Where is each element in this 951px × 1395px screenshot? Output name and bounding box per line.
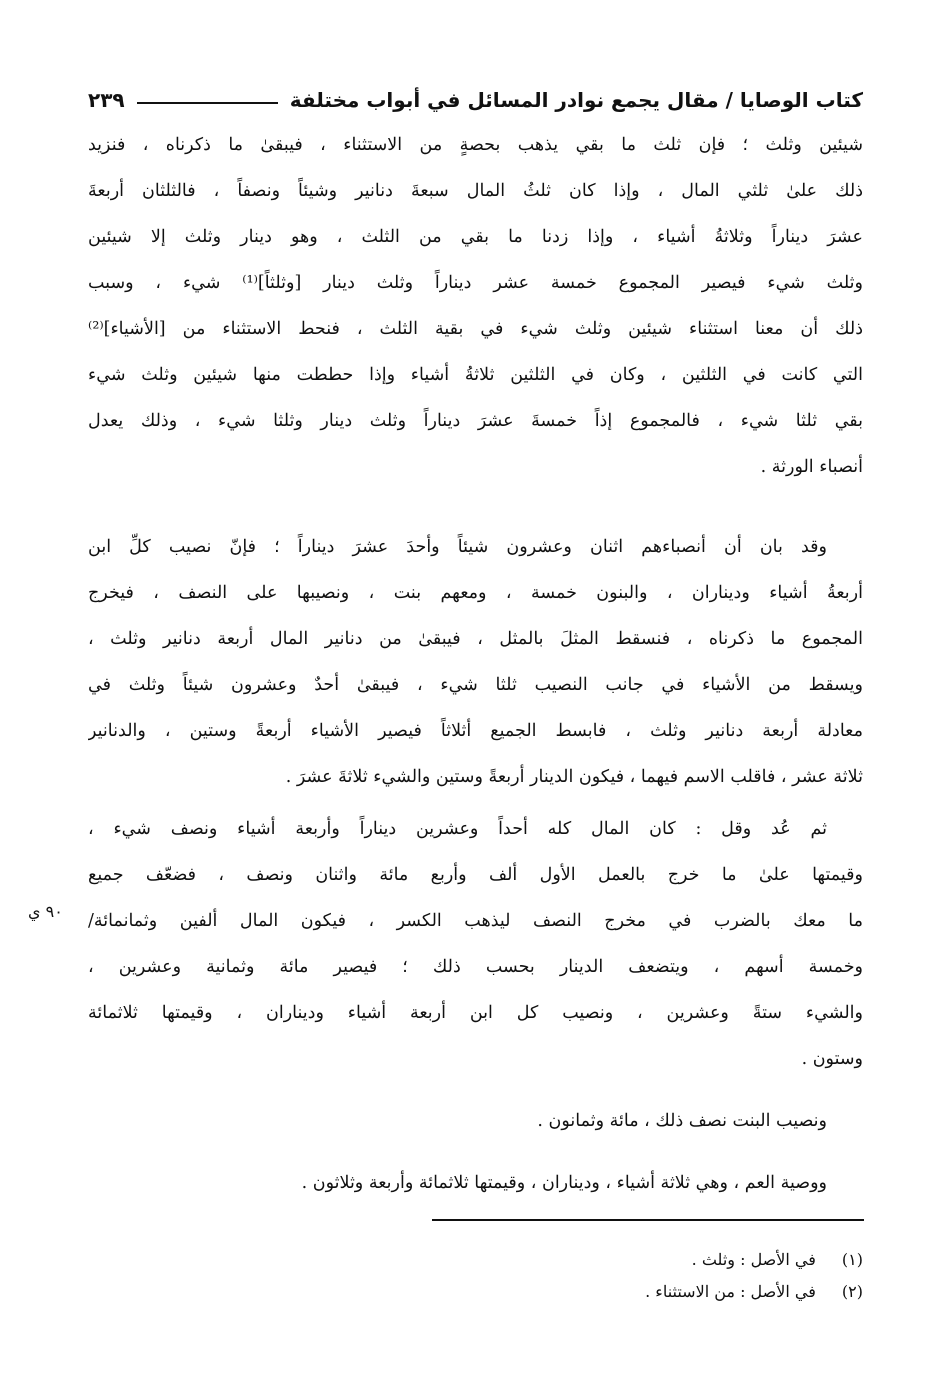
text-line: وثلث شيء فيصير المجموع خمسة عشر ديناراً وثلث دينار [وثلثاً]⁽¹⁾ شيء ، وسبب: [88, 273, 863, 293]
text-line: وقد بان أن أنصباءهم اثنان وعشرون شيئاً وأحدَ عشرَ ديناراً ؛ فإنّ نصيب كلِّ ابن: [88, 537, 827, 557]
text-line: وقيمتها علىٰ ما خرج بالعمل الأول ألف وأربع مائة واثنان ونصف ، فضعّف جميع: [88, 865, 863, 885]
header-rule: [137, 102, 278, 104]
footnote-text: في الأصل : وثلث .: [691, 1250, 816, 1269]
footnote-separator: [432, 1219, 864, 1221]
paragraph-4: [88, 1098, 863, 1144]
header-title: كتاب الوصايا / مقال يجمع نوادر المسائل في أبواب مختلفة: [289, 88, 863, 112]
margin-folio-note: ٩٠ ي: [28, 902, 63, 921]
footnote-2: [88, 1276, 863, 1308]
text-line: ويسقط من الأشياء في جانب النصيب ثلثا شيء ، فيبقىٰ أحدٌ وعشرون شيئاً وثلث في: [88, 675, 863, 695]
text-line: ووصية العم ، وهي ثلاثة أشياء ، وديناران ، وقيمتها ثلاثمائة وأربعة وثلاثون .: [301, 1173, 827, 1193]
text-line: وخمسة أسهم ، ويتضعف الدينار بحسب ذلك ؛ فيصير مائة وثمانية وعشرين ،: [88, 957, 863, 977]
footnotes: [88, 1244, 863, 1308]
text-line: وستون .: [801, 1049, 863, 1069]
text-line: شيئين وثلث ؛ فإن ثلث ما بقي يذهب بحصةٍ من الاستثناء ، فيبقىٰ ما ذكرناه ، فنزيد: [88, 135, 863, 155]
text-line: أربعةُ أشياء وديناران ، والبنون خمسة ، ومعهم بنت ، ونصيبها على النصف ، فيخرج: [88, 583, 863, 603]
paragraph-5: [88, 1160, 863, 1206]
paragraph-3: [88, 806, 863, 1082]
text-line: المجموع ما ذكرناه ، فنسقط المثلَ بالمثل ، فيبقىٰ من دنانير المال أربعة دنانير وثلث ،: [88, 629, 863, 649]
footnote-text: في الأصل : من الاستثناء .: [645, 1282, 816, 1301]
text-line: ثم عُد وقل : كان المال كله أحداً وعشرين ديناراً وأربعة أشياء ونصف شيء ،: [88, 819, 827, 839]
footnote-number: (٢): [841, 1282, 863, 1301]
paragraph-1: [88, 122, 863, 490]
text-line: التي كانت في الثلثين ، وكان في الثلثين ثلاثةُ أشياء وإذا حططت منها شيئين وثلث شيء: [88, 365, 863, 385]
text-line: ما معك بالضرب في مخرج النصف ليذهب الكسر ، فيكون المال ألفين وثمانمائة/: [88, 911, 863, 931]
text-line: ذلك أن معنا استثناء شيئين وثلث شيء في بقية الثلث ، فنحط الاستثناء من [الأشياء]⁽²⁾: [88, 319, 863, 339]
text-line: معادلة أربعة دنانير وثلث ، فابسط الجميع أثلاثاً فيصير الأشياء أربعةً وستين ، والدنانير: [88, 721, 863, 741]
footnote-1: [88, 1244, 863, 1276]
text-line: والشيء ستةً وعشرين ، ونصيب كل ابن أربعة أشياء وديناران ، وقيمتها ثلاثمائة: [88, 1003, 863, 1023]
text-line: بقي ثلثا شيء ، فالمجموع إذاً خمسةَ عشرَ ديناراً وثلث دينار وثلثا شيء ، وذلك يعدل: [88, 411, 863, 431]
text-line: أنصباء الورثة .: [760, 457, 863, 477]
footnote-number: (١): [841, 1250, 863, 1269]
paragraph-2: [88, 524, 863, 800]
page-number: ٢٣٩: [88, 88, 125, 112]
text-line: ثلاثة عشر ، فاقلب الاسم فيهما ، فيكون الدينار أربعةً وستين والشيء ثلاثةَ عشرَ .: [285, 767, 863, 787]
running-header: [88, 80, 863, 120]
text-line: ونصيب البنت نصف ذلك ، مائة وثمانون .: [537, 1111, 827, 1131]
text-line: ذلك علىٰ ثلثي المال ، وإذا كان ثلثُ المال سبعةَ دنانير وشيئاً ونصفاً ، فالثلثان أربعةَ: [88, 181, 863, 201]
text-line: عشرَ ديناراً وثلاثةُ أشياء ، وإذا زدنا ما بقي من الثلث ، وهو دينار وثلث إلا شيئين: [88, 227, 863, 247]
